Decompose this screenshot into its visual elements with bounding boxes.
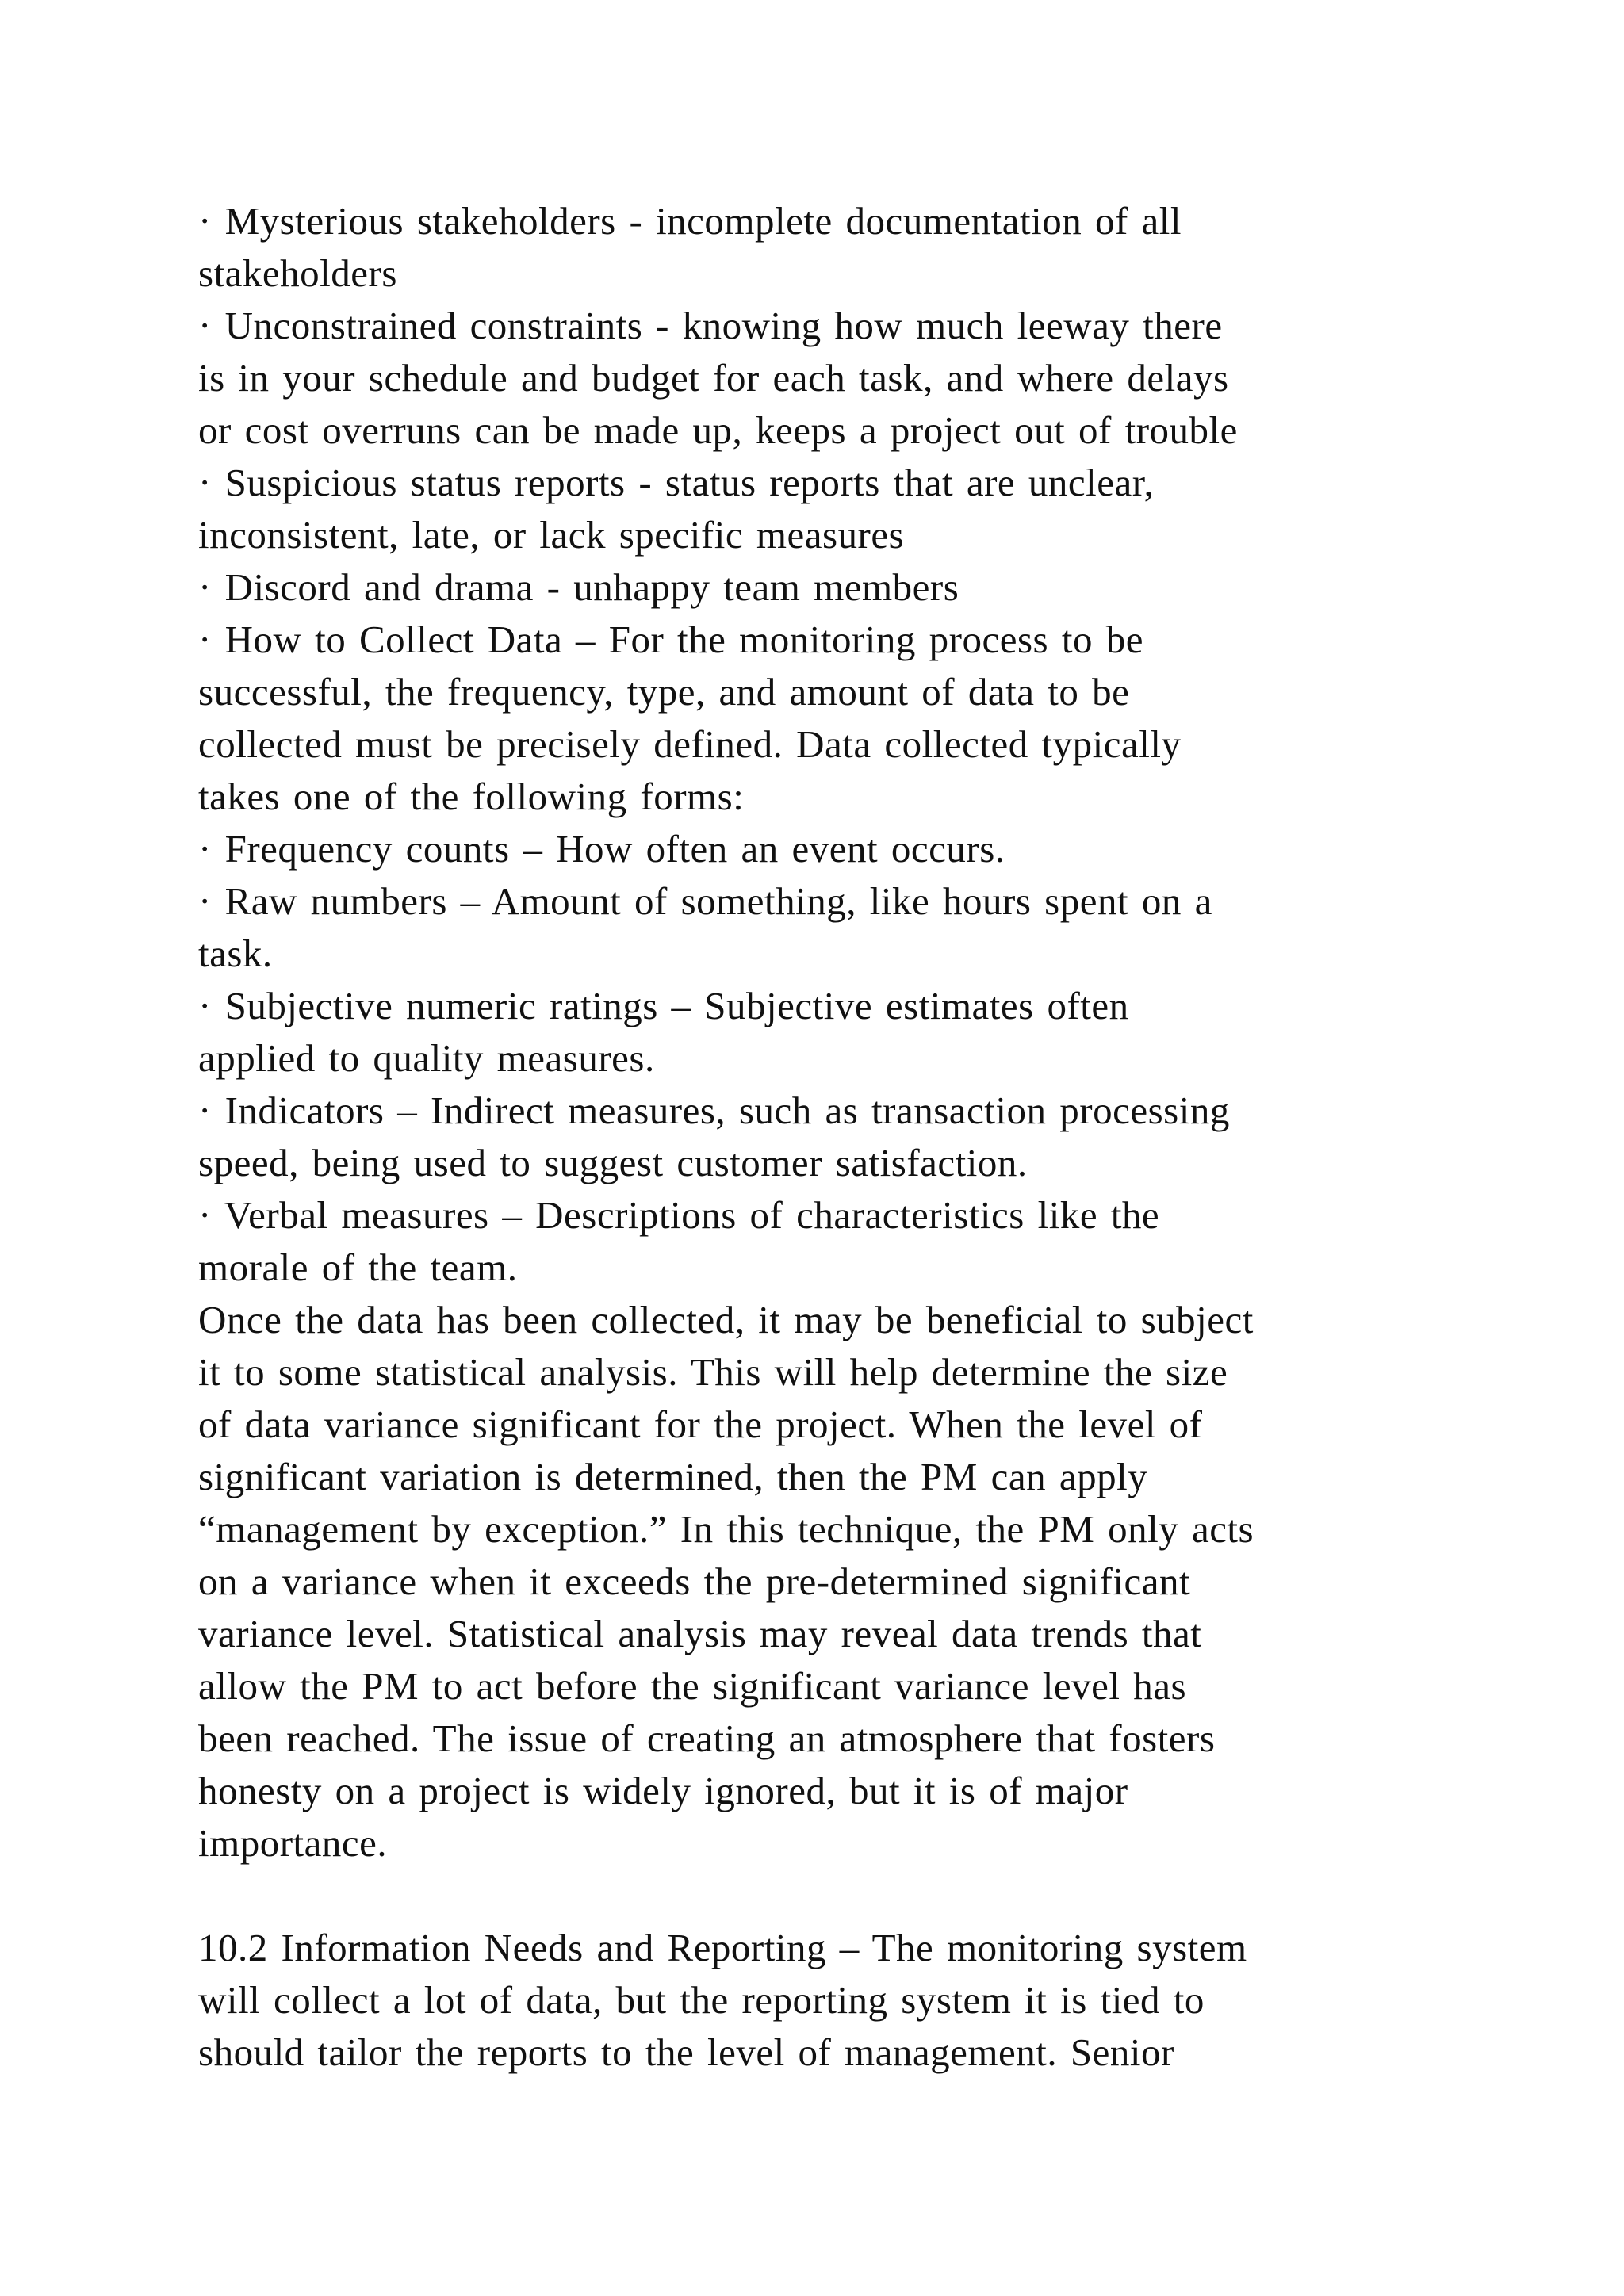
text-line: “management by exception.” In this technique, the PM only acts	[198, 1507, 1254, 1551]
text-line: will collect a lot of data, but the reporting system it is tied to	[198, 1978, 1205, 2022]
text-line: · Suspicious status reports - status reports that are unclear,	[198, 461, 1155, 504]
text-line: stakeholders	[198, 251, 397, 295]
text-line: or cost overruns can be made up, keeps a project out of trouble	[198, 408, 1238, 452]
text-line: · Indicators – Indirect measures, such as transaction processing	[198, 1089, 1230, 1132]
text-line: honesty on a project is widely ignored, but it is of major	[198, 1769, 1128, 1812]
text-line: · How to Collect Data – For the monitoring process to be	[198, 618, 1143, 661]
text-line: · Unconstrained constraints - knowing how much leeway there	[198, 304, 1223, 347]
text-line: been reached. The issue of creating an atmosphere that fosters	[198, 1716, 1216, 1760]
text-line: significant variation is determined, then the PM can apply	[198, 1455, 1148, 1498]
text-line: successful, the frequency, type, and amount of data to be	[198, 670, 1130, 714]
text-line: allow the PM to act before the significant variance level has	[198, 1664, 1187, 1708]
text-line: is in your schedule and budget for each task, and where delays	[198, 356, 1229, 400]
text-line: on a variance when it exceeds the pre-determined significant	[198, 1559, 1191, 1603]
text-line: it to some statistical analysis. This will help determine the size	[198, 1350, 1228, 1394]
text-line: · Mysterious stakeholders - incomplete documentation of all	[198, 199, 1182, 243]
text-line: task.	[198, 932, 273, 975]
text-line: · Verbal measures – Descriptions of characteristics like the	[198, 1193, 1160, 1237]
document-body	[198, 195, 1451, 2079]
text-line: takes one of the following forms:	[198, 775, 745, 818]
text-line: · Discord and drama - unhappy team members	[198, 565, 959, 609]
text-line: · Subjective numeric ratings – Subjective estimates often	[198, 984, 1129, 1027]
text-line: speed, being used to suggest customer satisfaction.	[198, 1141, 1028, 1184]
section-heading-line: 10.2 Information Needs and Reporting – The monitoring system	[198, 1926, 1247, 1969]
text-line: variance level. Statistical analysis may reveal data trends that	[198, 1612, 1202, 1655]
text-line: of data variance significant for the project. When the level of	[198, 1402, 1203, 1446]
text-line: Once the data has been collected, it may be beneficial to subject	[198, 1298, 1254, 1341]
text-line: should tailor the reports to the level of management. Senior	[198, 2030, 1174, 2074]
text-line: morale of the team.	[198, 1246, 518, 1289]
paragraph-gap	[198, 1869, 1451, 1922]
text-line: applied to quality measures.	[198, 1036, 655, 1080]
text-line: importance.	[198, 1821, 388, 1865]
text-line: · Frequency counts – How often an event occurs.	[198, 827, 1005, 871]
text-line: collected must be precisely defined. Data collected typically	[198, 722, 1182, 766]
text-line: · Raw numbers – Amount of something, like hours spent on a	[198, 879, 1212, 923]
text-line: inconsistent, late, or lack specific measures	[198, 513, 905, 557]
